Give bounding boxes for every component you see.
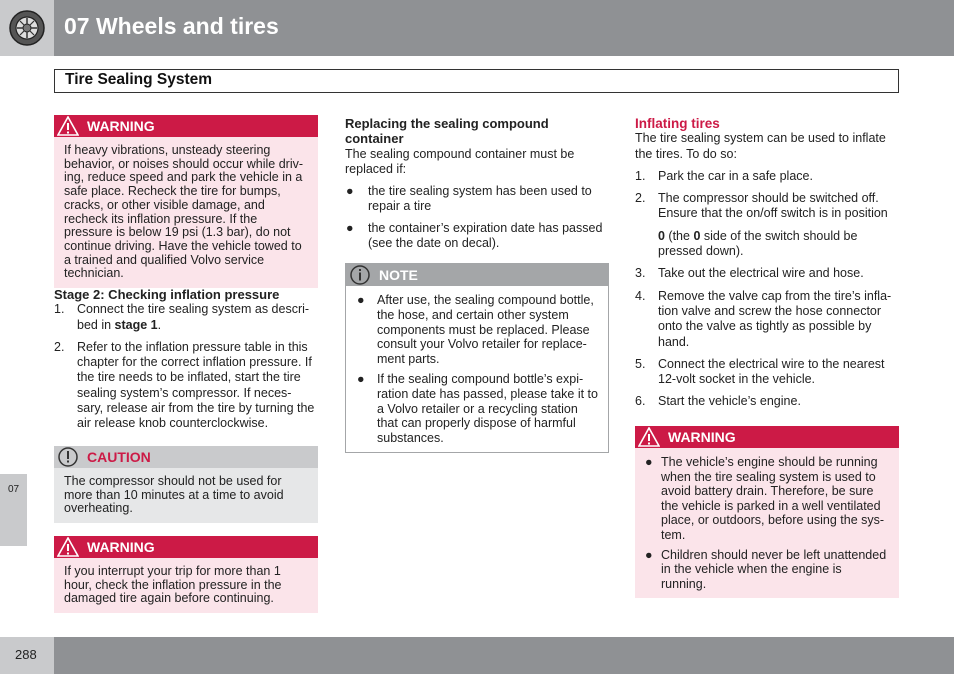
header-icon-box <box>0 0 54 56</box>
tire-icon <box>8 9 46 47</box>
warning-triangle-icon <box>638 427 660 447</box>
list-item <box>635 266 901 281</box>
caution-box <box>54 446 318 523</box>
warning-box-engine <box>635 426 899 598</box>
warning-content <box>635 448 899 598</box>
step-number: 5. <box>635 356 646 371</box>
section-heading-bar <box>54 69 899 93</box>
warning-text: If you interrupt your trip for more than 1 hour, check the inflation pressure in the damaged tire again before continuing. <box>54 558 318 613</box>
list-item <box>54 302 320 333</box>
step-number: 1. <box>635 168 646 183</box>
stage2-heading: Stage 2: Checking inflation pressure <box>54 287 280 302</box>
page-number: 288 <box>15 647 37 662</box>
list-item <box>54 340 320 432</box>
step-text: The compressor should be switched off. Ensure that the on/off switch is in position <box>658 191 888 221</box>
note-box <box>345 263 609 453</box>
inflating-intro: The tire sealing system can be used to inflate the tires. To do so: <box>635 131 886 161</box>
bullet-dot: ● <box>357 371 365 386</box>
step-number: 2. <box>635 191 646 206</box>
warning-label: WARNING <box>87 118 155 134</box>
note-header <box>346 264 608 286</box>
step-text: Remove the valve cap from the tire’s infla- tion valve and screw the hose connector onto the valve as tightly as possible by hand. <box>658 288 892 349</box>
replacing-heading: Replacing the sealing compound container <box>345 116 549 147</box>
caution-exclamation-icon <box>57 447 79 467</box>
warning-label: WARNING <box>668 429 736 445</box>
step-text: Park the car in a safe place. <box>658 168 813 183</box>
bullet-text: the container’s expiration date has passed (see the date on decal). <box>368 220 603 251</box>
bullet-text: the tire sealing system has been used to repair a tire <box>368 184 592 214</box>
list-item <box>645 548 889 592</box>
switch-position: 0 <box>693 228 701 243</box>
page-footer <box>0 637 954 674</box>
warning-label: WARNING <box>87 539 155 555</box>
step-text: Start the vehicle’s engine. <box>658 394 801 409</box>
list-item <box>356 293 598 367</box>
warning-box-vibrations <box>54 115 318 288</box>
list-item <box>645 455 889 543</box>
step-text: Take out the electrical wire and hose. <box>658 266 864 281</box>
caution-label: CAUTION <box>87 449 151 465</box>
step-number: 1. <box>54 302 65 317</box>
switch-position: 0 <box>658 228 665 243</box>
note-bullets <box>356 293 598 446</box>
list-item <box>345 184 610 215</box>
step-number: 2. <box>54 339 65 354</box>
bullet-dot: ● <box>645 455 653 469</box>
section-title: Tire Sealing System <box>65 71 213 88</box>
step-continuation <box>658 229 901 260</box>
step-number: 4. <box>635 288 646 303</box>
warning-header <box>54 536 318 558</box>
warning-text: If heavy vibrations, unsteady steering behavior, or noises should occur while driv- ing, reduce speed and park the vehicle in a safe place. Recheck the tire for bumps, cracks, or other visible damage, and recheck its inflation pressure. If the pressure is below 19 psi (1.3 bar), do not continue driving. Have the vehicle towed to a trained and qualified Volvo service technician. <box>54 137 318 288</box>
step-text: Connect the tire sealing system as descri- bed in <box>77 302 310 332</box>
bullet-text: After use, the sealing compound bottle, the hose, and certain other system components must be replaced. Please consult your Volvo retailer for replace- ment parts. <box>377 293 594 367</box>
replacing-bullets <box>345 184 610 251</box>
bullet-dot: ● <box>357 293 365 307</box>
step-number: 6. <box>635 394 646 409</box>
bullet-text: The vehicle’s engine should be running when the tire sealing system is used to avoid battery drain. Therefore, be sure the vehicle is parked in a well ventilated place, or outdoors, before using the sys- tem. <box>661 455 885 542</box>
inflating-steps <box>635 169 901 410</box>
step-text-end: . <box>157 317 162 332</box>
stage2-section <box>54 287 320 432</box>
warning-bullets <box>645 455 889 591</box>
inflating-heading: Inflating tires <box>635 116 720 131</box>
step-cont-text: (the <box>664 228 694 243</box>
list-item <box>635 357 901 388</box>
inflating-tires-section <box>635 116 901 410</box>
list-item <box>356 372 598 446</box>
chapter-title: 07 Wheels and tires <box>64 13 279 39</box>
bullet-dot: ● <box>645 547 653 562</box>
list-item <box>635 169 901 184</box>
step-cont-text: side of the switch should be pressed down). <box>658 228 858 259</box>
stage2-steps <box>54 302 320 431</box>
step-text: Connect the electrical wire to the nearest 12-volt socket in the vehicle. <box>658 356 885 387</box>
bullet-text: Children should never be left unattended in the vehicle when the engine is running. <box>661 547 887 591</box>
page-number-box <box>0 637 54 674</box>
list-item <box>635 191 901 259</box>
warning-triangle-icon <box>57 116 79 136</box>
warning-box-interrupt <box>54 536 318 613</box>
replacing-intro: The sealing compound container must be replaced if: <box>345 146 575 176</box>
replacing-container-section <box>345 116 610 251</box>
caution-header <box>54 446 318 468</box>
list-item <box>635 394 901 409</box>
chapter-side-tab[interactable] <box>0 474 27 546</box>
bullet-dot: ● <box>346 220 354 235</box>
warning-header <box>635 426 899 448</box>
list-item <box>635 289 901 350</box>
note-label: NOTE <box>379 267 418 283</box>
step-bold: stage 1 <box>114 317 158 332</box>
caution-text: The compressor should not be used for more than 10 minutes at a time to avoid overheating. <box>54 468 318 523</box>
note-content <box>346 286 608 452</box>
warning-triangle-icon <box>57 537 79 557</box>
list-item <box>345 221 610 252</box>
page-header <box>0 0 954 56</box>
warning-header <box>54 115 318 137</box>
side-tab-label: 07 <box>8 484 20 495</box>
info-icon <box>349 265 371 285</box>
step-number: 3. <box>635 266 646 281</box>
bullet-dot: ● <box>346 184 354 199</box>
bullet-text: If the sealing compound bottle’s expi- ration date has passed, please take it to a Volvo retailer or a recycling station that can properly dispose of harmful substances. <box>377 371 598 446</box>
step-text: Refer to the inflation pressure table in this chapter for the correct inflation pressure. If the tire needs to be inflated, start the tire sealing system’s compressor. If neces- sary, release air from the tire by turning the air release knob counterclockwise. <box>77 339 315 431</box>
